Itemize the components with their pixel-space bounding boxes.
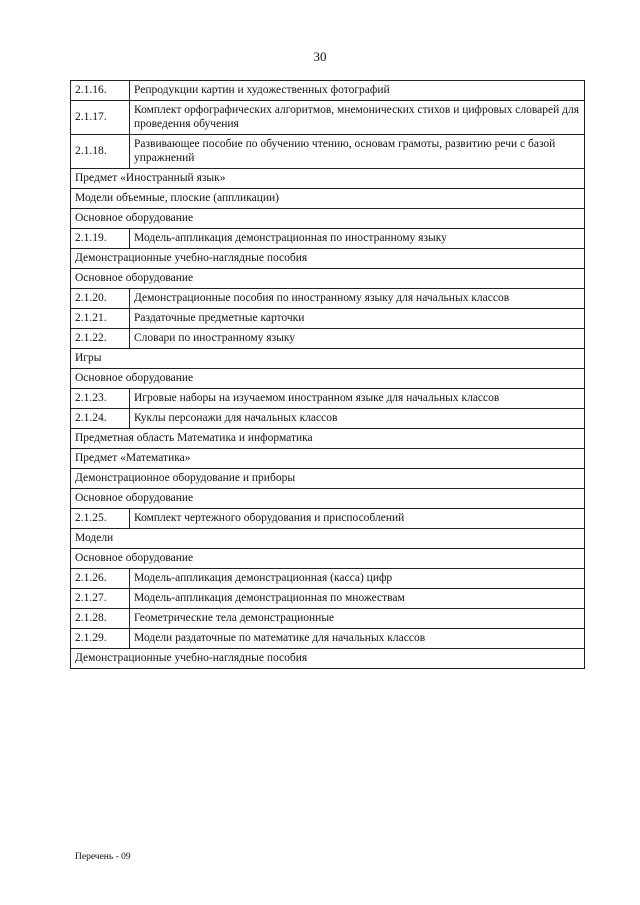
item-row [71, 309, 585, 329]
page-number: 30 [313, 49, 327, 64]
section-header-cell: Основное оборудование [71, 489, 585, 509]
item-number-cell: 2.1.26. [71, 569, 130, 589]
item-number-cell: 2.1.18. [71, 135, 130, 169]
section-header-cell: Демонстрационные учебно-наглядные пособия [71, 649, 585, 669]
section-header-row [71, 209, 585, 229]
section-header-row [71, 189, 585, 209]
item-description-cell: Демонстрационные пособия по иностранному языку для начальных классов [130, 289, 585, 309]
item-row [71, 81, 585, 101]
item-number-cell: 2.1.22. [71, 329, 130, 349]
item-row [71, 629, 585, 649]
item-number-cell: 2.1.23. [71, 389, 130, 409]
section-header-cell: Предмет «Математика» [71, 449, 585, 469]
item-row [71, 389, 585, 409]
equipment-table-body [71, 81, 585, 669]
item-row [71, 569, 585, 589]
item-row [71, 229, 585, 249]
item-number-cell: 2.1.20. [71, 289, 130, 309]
section-header-cell: Предметная область Математика и информатика [71, 429, 585, 449]
item-number-cell: 2.1.16. [71, 81, 130, 101]
item-description-cell: Репродукции картин и художественных фотографий [130, 81, 585, 101]
item-number-cell: 2.1.29. [71, 629, 130, 649]
section-header-row [71, 429, 585, 449]
item-row [71, 409, 585, 429]
item-row [71, 589, 585, 609]
item-row [71, 135, 585, 169]
item-number-cell: 2.1.27. [71, 589, 130, 609]
item-row [71, 329, 585, 349]
item-description-cell: Модель-аппликация демонстрационная (касса) цифр [130, 569, 585, 589]
section-header-cell: Основное оборудование [71, 549, 585, 569]
footer-label: Перечень - 09 [75, 852, 131, 862]
section-header-row [71, 369, 585, 389]
item-description-cell: Модели раздаточные по математике для начальных классов [130, 629, 585, 649]
item-description-cell: Раздаточные предметные карточки [130, 309, 585, 329]
section-header-cell: Демонстрационные учебно-наглядные пособия [71, 249, 585, 269]
item-description-cell: Модель-аппликация демонстрационная по иностранному языку [130, 229, 585, 249]
section-header-cell: Демонстрационное оборудование и приборы [71, 469, 585, 489]
section-header-cell: Модели объемные, плоские (аппликации) [71, 189, 585, 209]
equipment-table [70, 80, 585, 669]
item-description-cell: Геометрические тела демонстрационные [130, 609, 585, 629]
section-header-cell: Модели [71, 529, 585, 549]
section-header-cell: Основное оборудование [71, 269, 585, 289]
section-header-row [71, 489, 585, 509]
section-header-row [71, 529, 585, 549]
item-description-cell: Комплект чертежного оборудования и приспособлений [130, 509, 585, 529]
item-description-cell: Игровые наборы на изучаемом иностранном языке для начальных классов [130, 389, 585, 409]
item-row [71, 509, 585, 529]
section-header-row [71, 449, 585, 469]
item-description-cell: Словари по иностранному языку [130, 329, 585, 349]
item-row [71, 609, 585, 629]
section-header-row [71, 649, 585, 669]
section-header-row [71, 169, 585, 189]
item-number-cell: 2.1.21. [71, 309, 130, 329]
section-header-row [71, 549, 585, 569]
item-row [71, 289, 585, 309]
section-header-row [71, 469, 585, 489]
section-header-cell: Предмет «Иностранный язык» [71, 169, 585, 189]
item-description-cell: Развивающее пособие по обучению чтению, основам грамоты, развитию речи с базой упражнений [130, 135, 585, 169]
item-number-cell: 2.1.19. [71, 229, 130, 249]
item-number-cell: 2.1.28. [71, 609, 130, 629]
item-number-cell: 2.1.24. [71, 409, 130, 429]
item-number-cell: 2.1.25. [71, 509, 130, 529]
section-header-cell: Основное оборудование [71, 369, 585, 389]
section-header-row [71, 349, 585, 369]
item-description-cell: Модель-аппликация демонстрационная по множествам [130, 589, 585, 609]
section-header-cell: Игры [71, 349, 585, 369]
item-description-cell: Комплект орфографических алгоритмов, мнемонических стихов и цифровых словарей для проведения обучения [130, 101, 585, 135]
item-row [71, 101, 585, 135]
section-header-row [71, 249, 585, 269]
section-header-cell: Основное оборудование [71, 209, 585, 229]
item-number-cell: 2.1.17. [71, 101, 130, 135]
item-description-cell: Куклы персонажи для начальных классов [130, 409, 585, 429]
section-header-row [71, 269, 585, 289]
